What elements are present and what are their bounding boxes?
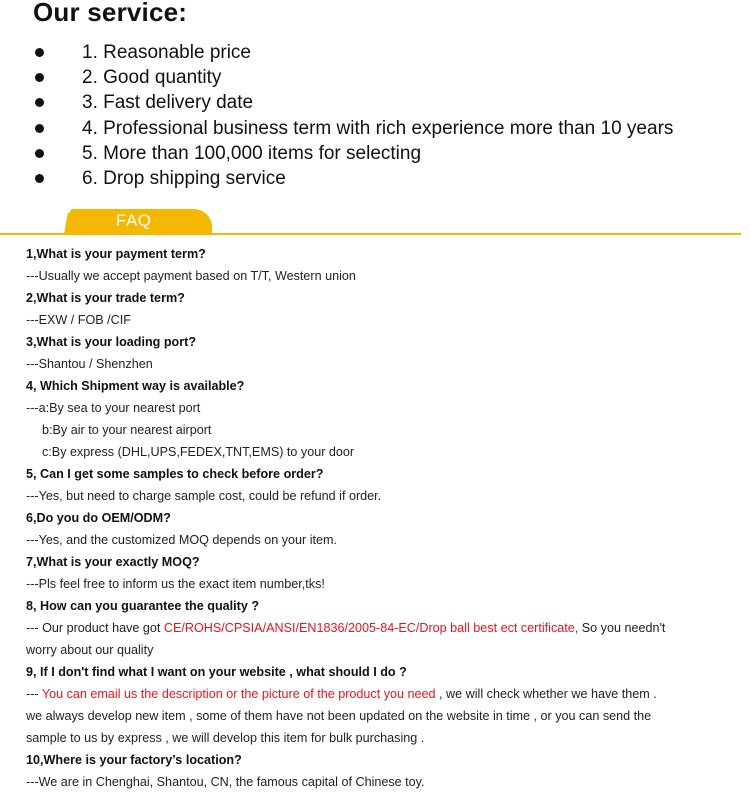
faq-answer: c:By express (DHL,UPS,FEDEX,TNT,EMS) to your door (42, 445, 355, 459)
list-item (33, 116, 673, 141)
faq-answer (26, 683, 726, 705)
faq-answer: we always develop new item , some of them have not been updated on the website in time , or you can send the (26, 709, 652, 723)
faq-question: 9, If I don't find what I want on your website , what should I do ? (26, 665, 407, 679)
faq-answer: ---We are in Chenghai, Shantou, CN, the famous capital of Chinese toy. (26, 775, 425, 789)
faq-question: 7,What is your exactly MOQ? (26, 555, 200, 569)
service-text: 2. Good quantity (82, 67, 222, 89)
service-text: 1. Reasonable price (82, 42, 251, 63)
faq-answer: sample to us by express , we will develop this item for bulk purchasing . (26, 731, 425, 745)
service-text: 5. More than 100,000 items for selecting (82, 142, 422, 164)
faq-answer: ---Yes, and the customized MOQ depends on your item. (26, 533, 338, 547)
bullet-icon (35, 73, 44, 82)
faq-question: 8, How can you guarantee the quality ? (26, 599, 260, 613)
list-item (33, 166, 673, 191)
faq-answer (26, 617, 726, 639)
faq-question: 10,Where is your factory’s location? (26, 753, 242, 767)
faq-answer-text: , we will check whether we have them . (435, 687, 657, 701)
list-item (33, 65, 673, 90)
list-item (33, 90, 673, 115)
faq-question: 2,What is your trade term? (26, 291, 185, 305)
list-item (33, 141, 673, 166)
faq-question: 6,Do you do OEM/ODM? (26, 511, 171, 525)
faq-answer-text: So you needn't (578, 621, 666, 635)
service-text: 6. Drop shipping service (82, 167, 286, 189)
bullet-icon (35, 124, 44, 133)
faq-answer: ---EXW / FOB /CIF (26, 313, 131, 327)
faq-tab (70, 209, 212, 233)
faq-answer: ---a:By sea to your nearest port (26, 401, 201, 415)
faq-question: 3,What is your loading port? (26, 335, 197, 349)
faq-answer: ---Pls feel free to inform us the exact item number,tks! (26, 577, 325, 591)
service-text: 3. Fast delivery date (82, 92, 254, 114)
faq-answer: ---Yes, but need to charge sample cost, could be refund if order. (26, 489, 382, 503)
certificate-highlight: CE/ROHS/CPSIA/ANSI/EN1836/2005-84-EC/Drop ball best ect certificate, (163, 621, 579, 635)
faq-question: 4, Which Shipment way is available? (26, 379, 245, 393)
faq-answer: worry about our quality (26, 643, 154, 657)
list-item (33, 40, 673, 65)
service-text: 4. Professional business term with rich experience more than 10 years (82, 117, 674, 139)
faq-label: FAQ (116, 211, 152, 230)
bullet-icon (35, 149, 44, 158)
faq-section (26, 243, 726, 793)
page-title: Our service: (33, 0, 188, 27)
faq-question: 5, Can I get some samples to check before order? (26, 467, 324, 481)
faq-answer: ---Usually we accept payment based on T/T, Western union (26, 269, 356, 283)
faq-answer-text: --- Our product have got (26, 621, 164, 635)
service-list (33, 40, 673, 191)
bullet-icon (35, 98, 44, 107)
faq-answer: b:By air to your nearest airport (42, 423, 212, 437)
faq-divider (0, 233, 741, 235)
email-highlight: You can email us the description or the picture of the product you need (41, 687, 436, 701)
faq-answer-text: --- (26, 687, 42, 701)
faq-answer: ---Shantou / Shenzhen (26, 357, 153, 371)
faq-question: 1,What is your payment term? (26, 247, 206, 261)
bullet-icon (35, 174, 44, 183)
bullet-icon (35, 48, 44, 57)
